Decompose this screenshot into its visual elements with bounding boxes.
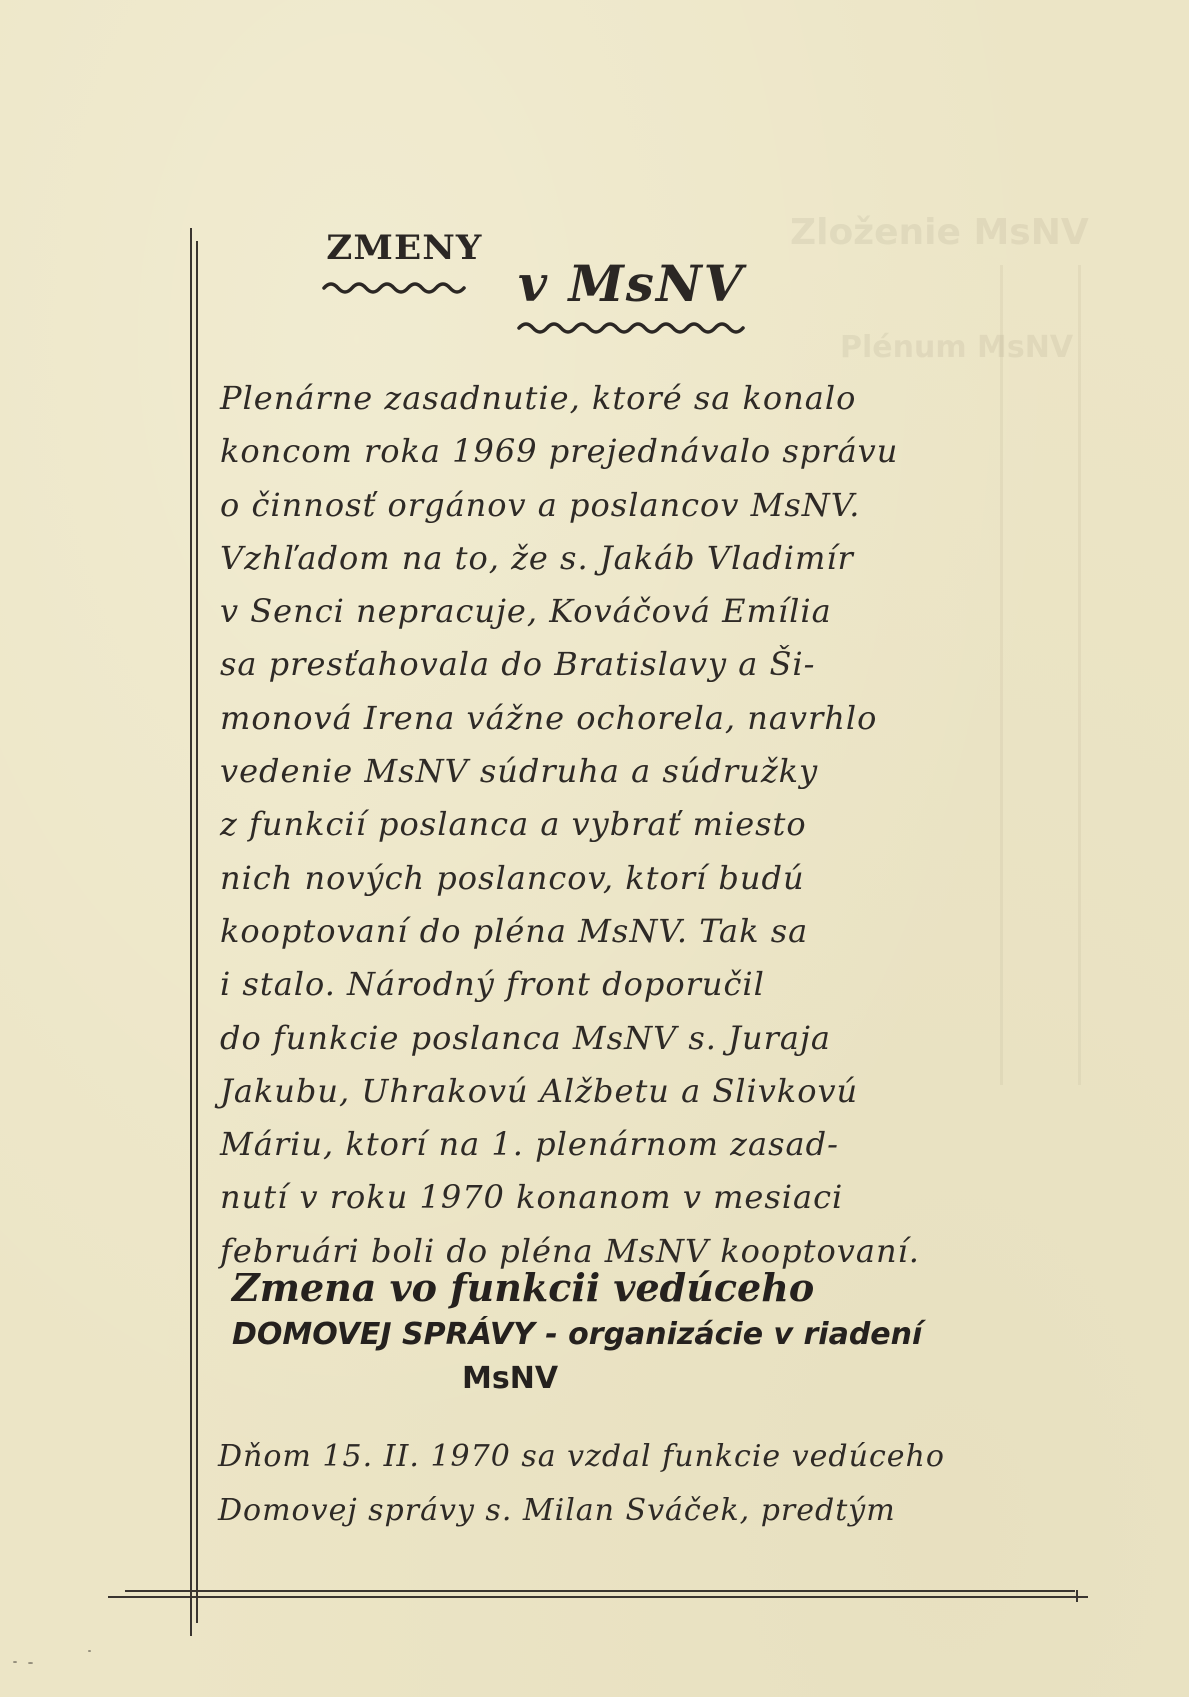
text-line: do funkcie poslanca MsNV s. Juraja bbox=[220, 1018, 831, 1057]
text-line: monová Irena vážne ochorela, navrhlo bbox=[220, 698, 878, 737]
left-rule-inner bbox=[196, 241, 198, 1623]
paper-speck bbox=[13, 1661, 17, 1663]
section-heading-line-2: DOMOVEJ SPRÁVY - organizácie v riadení bbox=[232, 1317, 923, 1352]
heading-word-zmeny: ZMENY bbox=[326, 228, 483, 268]
section-heading-line-1: Zmena vo funkcii vedúceho bbox=[232, 1265, 815, 1310]
text-line: Dňom 15. II. 1970 sa vzdal funkcie vedúceho bbox=[218, 1439, 945, 1474]
bottom-rule-lower bbox=[108, 1596, 1088, 1598]
section-heading-line-3: MsNV bbox=[462, 1361, 559, 1396]
text-line: februári boli do pléna MsNV kooptovaní. bbox=[220, 1231, 920, 1270]
text-line: Jakubu, Uhrakovú Alžbetu a Slivkovú bbox=[220, 1071, 859, 1110]
heading-word-msnv: v MsNV bbox=[518, 254, 745, 313]
paper-speck bbox=[28, 1662, 33, 1664]
paper-speck bbox=[88, 1650, 91, 1652]
text-line: z funkcií poslanca a vybrať miesto bbox=[220, 805, 807, 844]
text-line: Plenárne zasadnutie, ktoré sa konalo bbox=[220, 379, 857, 417]
text-line: i stalo. Národný front doporučil bbox=[220, 965, 765, 1004]
text-line: Vzhľadom na to, že s. Jakáb Vladimír bbox=[220, 538, 854, 577]
text-line: o činnosť orgánov a poslancov MsNV. bbox=[220, 485, 861, 524]
heading-underline-wavy-2 bbox=[517, 318, 757, 334]
left-rule-outer bbox=[190, 228, 192, 1636]
text-line: kooptovaní do pléna MsNV. Tak sa bbox=[220, 911, 809, 950]
text-line: Domovej správy s. Milan Sváček, predtým bbox=[218, 1493, 896, 1528]
text-line: nich nových poslancov, ktorí budú bbox=[220, 858, 805, 897]
bleed-through-frame bbox=[1000, 265, 1081, 1085]
bottom-rule-upper bbox=[125, 1590, 1075, 1592]
text-line: Máriu, ktorí na 1. plenárnom zasad- bbox=[220, 1125, 839, 1164]
text-line: koncom roka 1969 prejednávalo správu bbox=[220, 432, 899, 471]
text-line: nutí v roku 1970 konanom v mesiaci bbox=[220, 1178, 844, 1217]
text-line: v Senci nepracuje, Kováčová Emília bbox=[220, 592, 832, 631]
heading-underline-wavy-1 bbox=[322, 278, 472, 294]
paragraph-housing-administration bbox=[218, 1430, 1018, 1538]
bottom-rule-end-tick bbox=[1076, 1590, 1078, 1602]
section-heading-management-change bbox=[232, 1265, 1032, 1399]
paragraph-plenary-session bbox=[220, 372, 1000, 1278]
text-line: vedenie MsNV súdruha a súdružky bbox=[220, 752, 819, 791]
text-line: sa presťahovala do Bratislavy a Ši- bbox=[220, 645, 816, 684]
